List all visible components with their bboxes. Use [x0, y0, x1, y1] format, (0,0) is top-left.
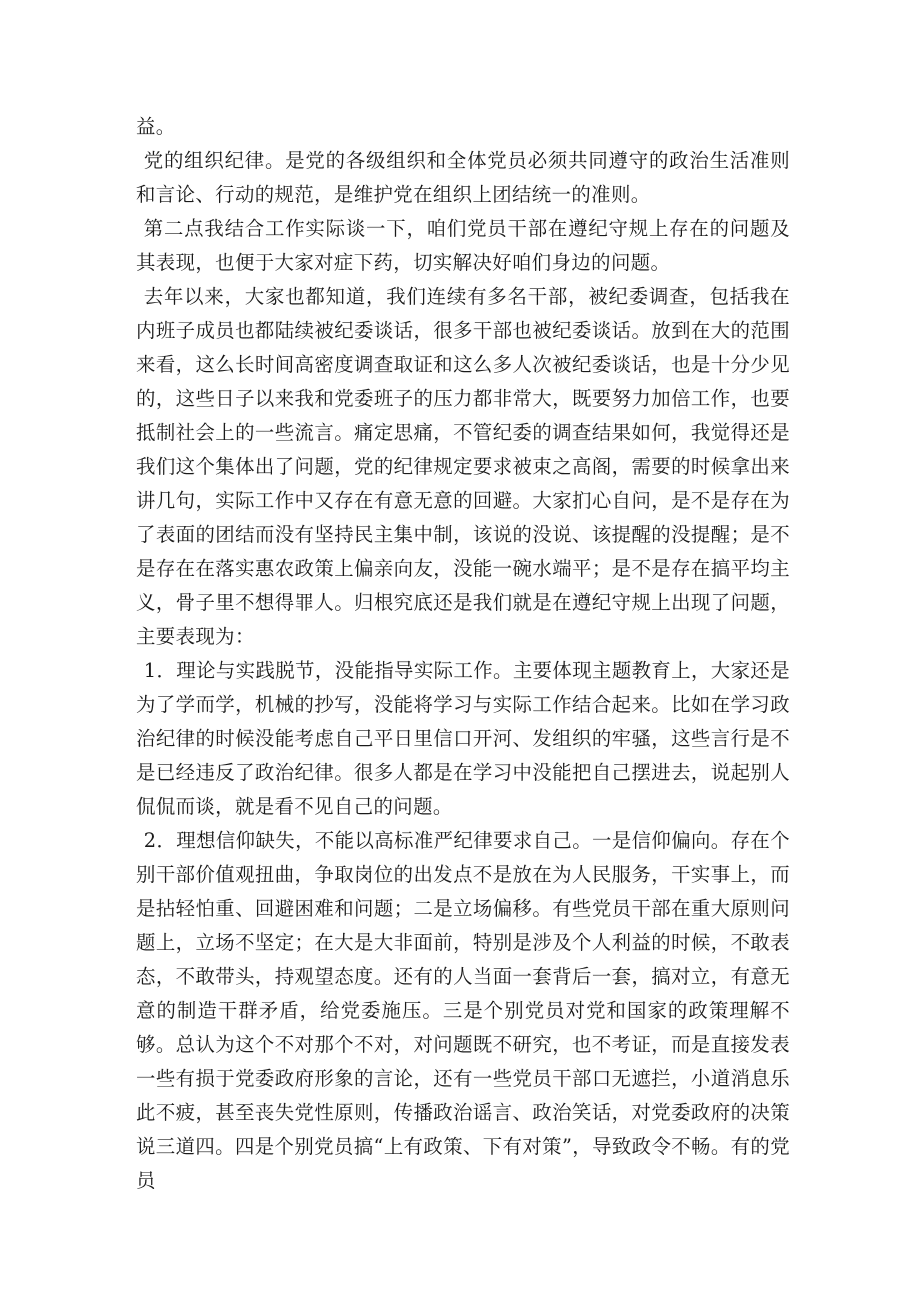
document-page [136, 110, 790, 1198]
paragraph-last-year: 去年以来，大家也都知道，我们连续有多名干部，被纪委调查，包括我在内班子成员也都陆续被纪委谈话，很多干部也被纪委谈话。放到在大的范围来看，这么长时间高密度调查取证和这么多人次被纪委谈话，也是十分少见的，这些日子以来我和党委班子的压力都非常大，既要努力加倍工作，也要抵制社会上的一些流言。痛定思痛，不管纪委的调查结果如何，我觉得还是我们这个集体出了问题，党的纪律规定要求被束之高阁，需要的时候拿出来讲几句，实际工作中又存在有意无意的回避。大家扪心自问，是不是存在为了表面的团结而没有坚持民主集中制，该说的没说、该提醒的没提醒；是不是存在在落实惠农政策上偏亲向友，没能一碗水端平；是不是存在搞平均主义，骨子里不想得罪人。归根究底还是我们就是在遵纪守规上出现了问题，主要表现为： [136, 285, 790, 648]
paragraph-second-point: 第二点我结合工作实际谈一下，咱们党员干部在遵纪守规上存在的问题及其表现，也便于大家对症下药，切实解决好咱们身边的问题。 [136, 217, 790, 274]
paragraph-continuation: 益。 [136, 115, 176, 138]
paragraph-item-1: 1．理论与实践脱节，没能指导实际工作。主要体现主题教育上，大家还是为了学而学，机械的抄写，没能将学习与实际工作结合起来。比如在学习政治纪律的时候没能考虑自己平日里信口开河、发组织的牢骚，这些言行是不是已经违反了政治纪律。很多人都是在学习中没能把自己摆进去，说起别人侃侃而谈，就是看不见自己的问题。 [136, 659, 790, 818]
paragraph-organizational-discipline: 党的组织纪律。是党的各级组织和全体党员必须共同遵守的政治生活准则和言论、行动的规范，是维护党在组织上团结统一的准则。 [136, 149, 790, 206]
paragraph-item-2: 2．理想信仰缺失，不能以高标准严纪律要求自己。一是信仰偏向。存在个别干部价值观扭曲，争取岗位的出发点不是放在为人民服务，干实事上，而是拈轻怕重、回避困难和问题；二是立场偏移。有些党员干部在重大原则问题上，立场不坚定；在大是大非面前，特别是涉及个人利益的时候，不敢表态，不敢带头，持观望态度。还有的人当面一套背后一套，搞对立，有意无意的制造干群矛盾，给党委施压。三是个别党员对党和国家的政策理解不够。总认为这个不对那个不对，对问题既不研究，也不考证，而是直接发表一些有损于党委政府形象的言论，还有一些党员干部口无遮拦，小道消息乐此不疲，甚至丧失党性原则，传播政治谣言、政治笑话，对党委政府的决策说三道四。四是个别党员搞“上有政策、下有对策”，导致政令不畅。有的党员 [136, 829, 790, 1192]
